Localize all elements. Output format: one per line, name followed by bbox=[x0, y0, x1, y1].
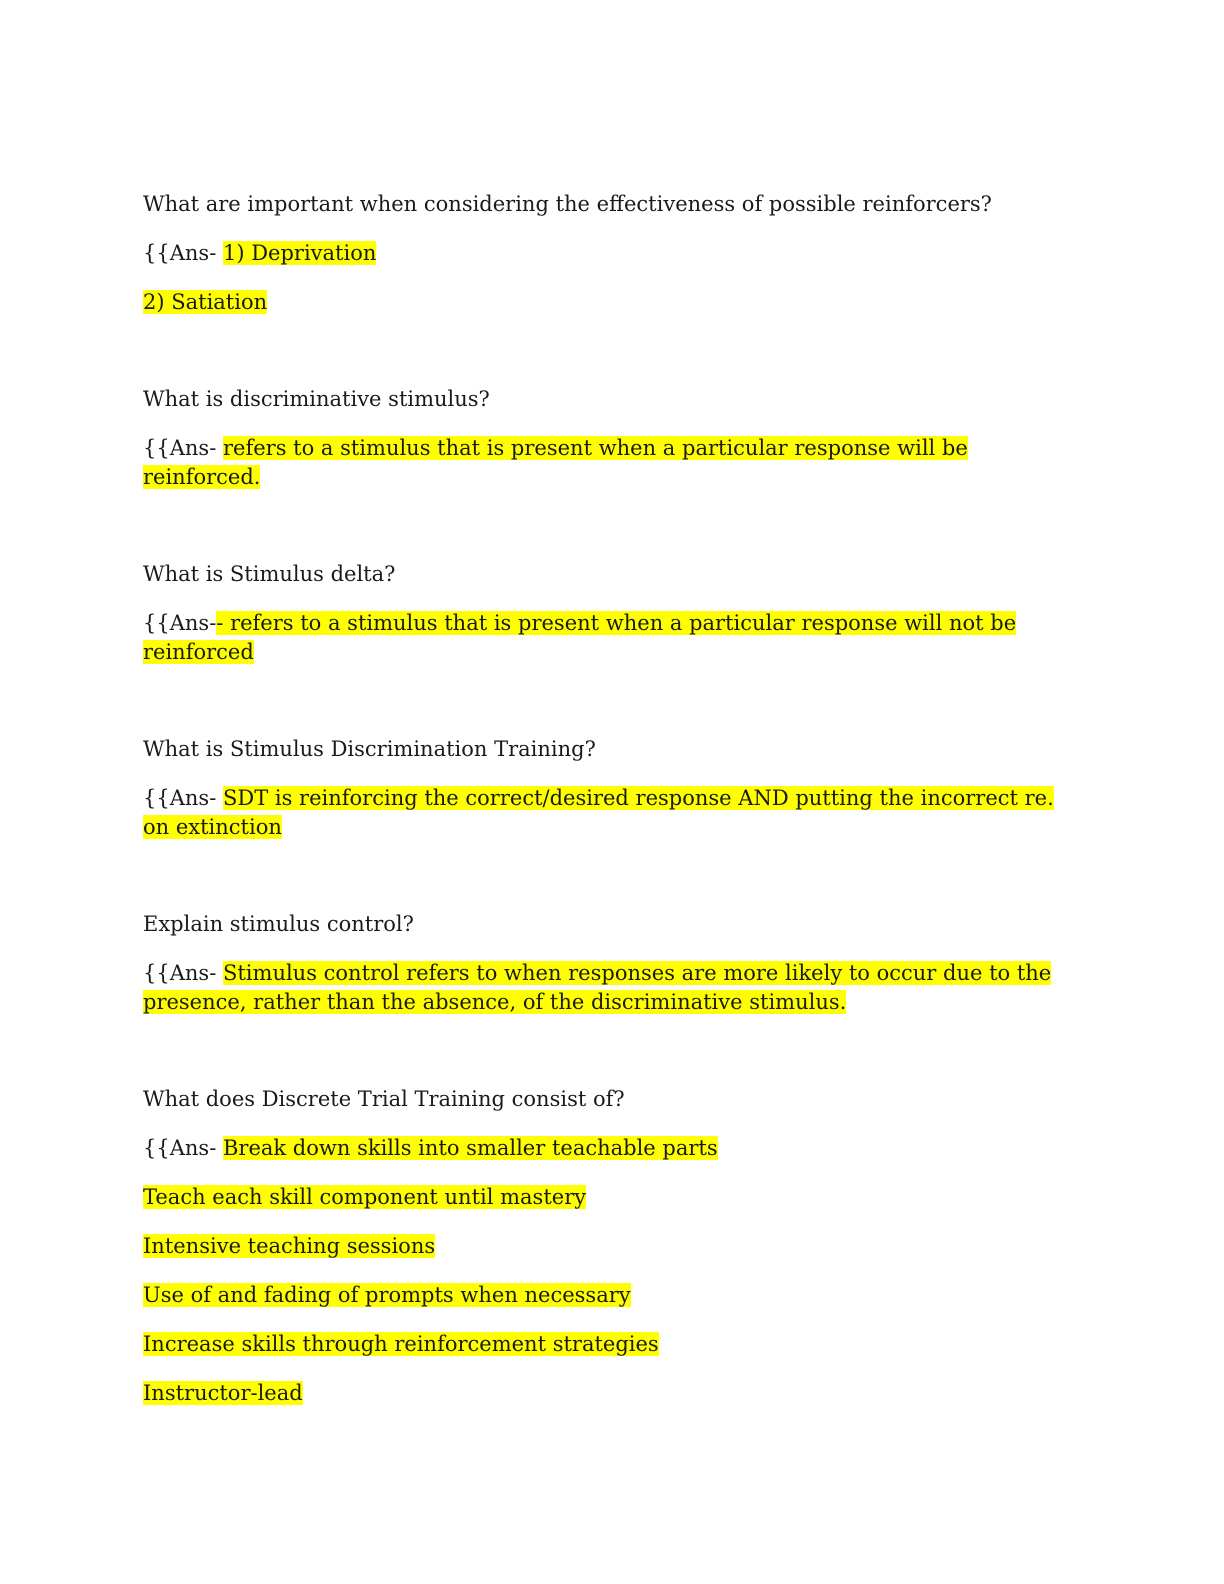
answer-prefix: {{Ans- bbox=[143, 611, 217, 635]
answer-extra-line: Increase skills through reinforcement strategies bbox=[143, 1332, 659, 1356]
spacer bbox=[143, 687, 1083, 735]
answer-line bbox=[143, 784, 1083, 842]
answer-prefix: {{Ans- bbox=[143, 241, 217, 265]
question-text: What is Stimulus Discrimination Training? bbox=[143, 737, 596, 761]
answer-text: refers to a stimulus that is present when a particular response will be reinforced. bbox=[143, 436, 968, 489]
spacer bbox=[143, 862, 1083, 910]
answer-prefix: {{Ans- bbox=[143, 961, 217, 985]
question-text: What are important when considering the effectiveness of possible reinforcers? bbox=[143, 192, 992, 216]
answer-text: Stimulus control refers to when responses are more likely to occur due to the presence, rather than the absence, of the discriminative stimulus. bbox=[143, 961, 1052, 1014]
answer-prefix: {{Ans- bbox=[143, 786, 217, 810]
answer-extra-line: Use of and fading of prompts when necessary bbox=[143, 1283, 631, 1307]
answer-line bbox=[143, 434, 1083, 492]
answer-extra-line: Intensive teaching sessions bbox=[143, 1234, 436, 1258]
qa-block bbox=[143, 735, 1083, 842]
answer-extra-line: 2) Satiation bbox=[143, 290, 268, 314]
question-text: What is discriminative stimulus? bbox=[143, 387, 490, 411]
answer-prefix: {{Ans- bbox=[143, 436, 217, 460]
question-text: What is Stimulus delta? bbox=[143, 562, 396, 586]
question-text: What does Discrete Trial Training consist of? bbox=[143, 1087, 625, 1111]
answer-text: 1) Deprivation bbox=[222, 241, 377, 265]
qa-block bbox=[143, 1085, 1083, 1408]
answer-extra-line: Teach each skill component until mastery bbox=[143, 1185, 587, 1209]
answer-line bbox=[143, 239, 1083, 268]
spacer bbox=[143, 337, 1083, 385]
qa-block bbox=[143, 190, 1083, 317]
answer-text: SDT is reinforcing the correct/desired response AND putting the incorrect re. on extinction bbox=[143, 786, 1054, 839]
answer-extra-line: Instructor-lead bbox=[143, 1381, 303, 1405]
answer-prefix: {{Ans- bbox=[143, 1136, 217, 1160]
qa-block bbox=[143, 560, 1083, 667]
qa-block bbox=[143, 910, 1083, 1017]
question-text: Explain stimulus control? bbox=[143, 912, 414, 936]
answer-text: - refers to a stimulus that is present when a particular response will not be reinforced bbox=[143, 611, 1017, 664]
answer-line bbox=[143, 1134, 1083, 1163]
qa-block bbox=[143, 385, 1083, 492]
spacer bbox=[143, 1037, 1083, 1085]
document-page bbox=[143, 190, 1083, 1428]
answer-line bbox=[143, 959, 1083, 1017]
answer-text: Break down skills into smaller teachable parts bbox=[222, 1136, 718, 1160]
spacer bbox=[143, 512, 1083, 560]
answer-line bbox=[143, 609, 1083, 667]
